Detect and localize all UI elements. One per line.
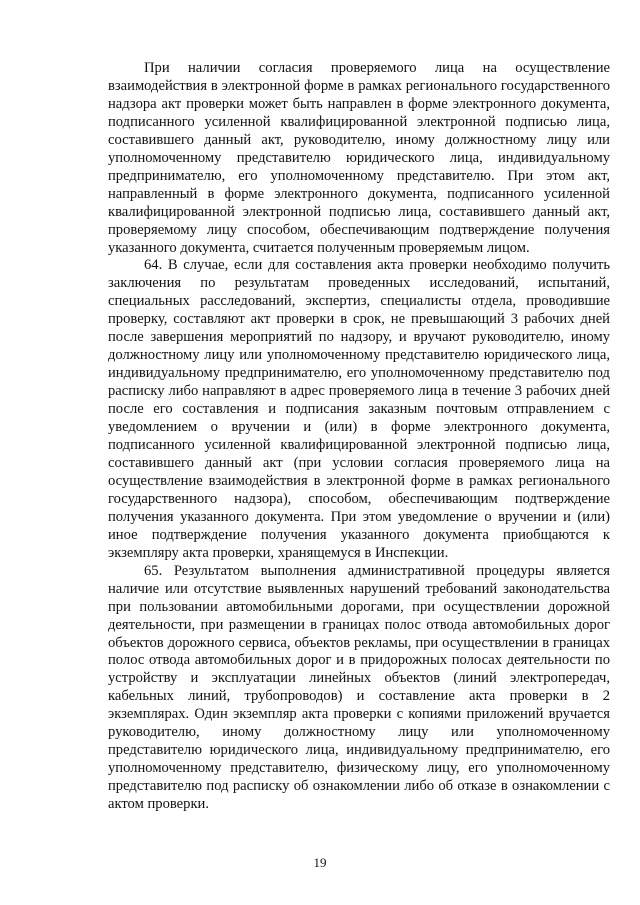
paragraph-65: 65. Результатом выполнения административной процедуры является наличие или отсутствие выявленных нарушений требований законодательства при пользовании автомобильными дорогами, при осуществлении дорожной деятельности, при размещении в границах полос отвода автомобильных дорог объектов дорожного сервиса, объектов рекламы, при осуществлении в границах полос отвода автомобильных дорог и в придорожных полосах деятельности по устройству и эксплуатации линейных объектов (линий электропередач, кабельных линий, трубопроводов) и составление акта проверки в 2 экземплярах. Один экземпляр акта проверки с копиями приложений вручается руководителю, иному должностному лицу или уполномоченному представителю юридического лица, индивидуальному предпринимателю, его уполномоченному представителю, физическому лицу, его уполномоченному представителю под расписку об ознакомлении либо об отказе в ознакомлении с актом проверки. xyxy=(108,562,610,813)
paragraph-electronic-act: При наличии согласия проверяемого лица на осуществление взаимодействия в электронной форме в рамках регионального государственного надзора акт проверки может быть направлен в форме электронного документа, подписанного усиленной квалифицированной электронной подписью лица, составившего данный акт, руководителю, иному должностному лицу или уполномоченному представителю юридического лица, индивидуальному предпринимателю, его уполномоченному представителю. При этом акт, направленный в форме электронного документа, подписанного усиленной квалифицированной электронной подписью лица, составившего данный акт, проверяемому лицу способом, обеспечивающим подтверждение получения указанного документа, считается полученным проверяемым лицом. xyxy=(108,60,610,256)
paragraph-64: 64. В случае, если для составления акта проверки необходимо получить заключения по результатам проведенных исследований, испытаний, специальных расследований, экспертиз, специалисты отдела, проводившие проверку, составляют акт проверки в срок, не превышающий 3 рабочих дней после завершения мероприятий по надзору, и вручают руководителю, иному должностному лицу или уполномоченному представителю юридического лица, индивидуальному предпринимателю, его уполномоченному представителю под расписку либо направляют в адрес проверяемого лица в течение 3 рабочих дней после его составления и подписания заказным почтовым отправлением с уведомлением о вручении и (или) в форме электронного документа, подписанного усиленной квалифицированной электронной подписью лица, составившего данный акт (при условии согласия проверяемого лица на осуществление взаимодействия в электронной форме в рамках регионального государственного надзора), способом, обеспечивающим подтверждение получения указанного документа. При этом уведомление о вручении и (или) иное подтверждение получения указанного документа приобщаются к экземпляру акта проверки, хранящемуся в Инспекции. xyxy=(108,257,610,561)
page-number: 19 xyxy=(313,855,327,870)
body-text xyxy=(108,60,610,814)
